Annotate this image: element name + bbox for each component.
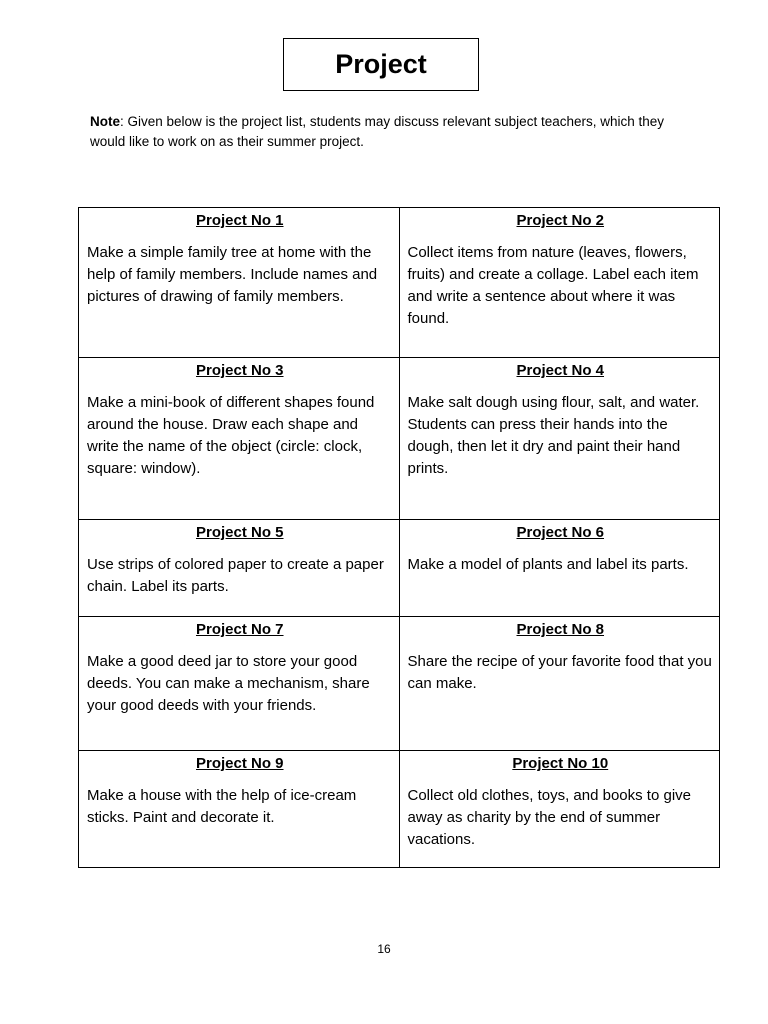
project-cell (399, 358, 720, 520)
project-description: Collect items from nature (leaves, flowers, fruits) and create a collage. Label each item and write a sentence about where it was found. (407, 244, 699, 327)
page-title: Project (335, 49, 427, 79)
project-heading: Project No 8 (516, 621, 605, 638)
note-label: Note (90, 114, 120, 129)
project-heading: Project No 10 (512, 755, 609, 772)
project-heading: Project No 4 (516, 362, 605, 379)
project-heading: Project No 2 (516, 212, 605, 229)
project-heading: Project No 9 (195, 755, 284, 772)
project-heading: Project No 1 (195, 212, 284, 229)
table-row (79, 208, 720, 358)
project-description: Collect old clothes, toys, and books to give away as charity by the end of summer vacations. (407, 787, 691, 848)
note-paragraph (90, 112, 690, 152)
project-cell (79, 520, 400, 617)
table-row (79, 520, 720, 617)
table-row (79, 358, 720, 520)
project-description: Use strips of colored paper to create a paper chain. Label its parts. (87, 556, 384, 595)
title-box (283, 38, 479, 91)
project-heading: Project No 6 (516, 524, 605, 541)
project-description: Share the recipe of your favorite food that you can make. (407, 653, 712, 692)
project-heading: Project No 5 (195, 524, 284, 541)
project-description: Make a good deed jar to store your good deeds. You can make a mechanism, share your good deeds with your friends. (87, 653, 370, 714)
table-row (79, 617, 720, 751)
table-row (79, 751, 720, 868)
project-cell (399, 520, 720, 617)
project-description: Make a simple family tree at home with the help of family members. Include names and pictures of drawing of family members. (87, 244, 378, 305)
project-cell (399, 208, 720, 358)
page-number: 16 (377, 942, 391, 956)
project-cell (399, 617, 720, 751)
project-cell (79, 617, 400, 751)
project-description: Make salt dough using flour, salt, and water. Students can press their hands into the dough, then let it dry and paint their hand prints. (407, 394, 700, 477)
project-cell (79, 358, 400, 520)
project-table (78, 207, 720, 868)
project-heading: Project No 3 (195, 362, 284, 379)
project-description: Make a model of plants and label its parts. (407, 556, 689, 573)
project-cell (79, 208, 400, 358)
project-description: Make a mini-book of different shapes found around the house. Draw each shape and write the name of the object (circle: clock, square: window). (87, 394, 375, 477)
project-description: Make a house with the help of ice-cream sticks. Paint and decorate it. (87, 787, 357, 826)
project-cell (399, 751, 720, 868)
project-heading: Project No 7 (195, 621, 284, 638)
project-cell (79, 751, 400, 868)
note-text: : Given below is the project list, students may discuss relevant subject teachers, which they would like to work on as their summer project. (90, 114, 665, 149)
